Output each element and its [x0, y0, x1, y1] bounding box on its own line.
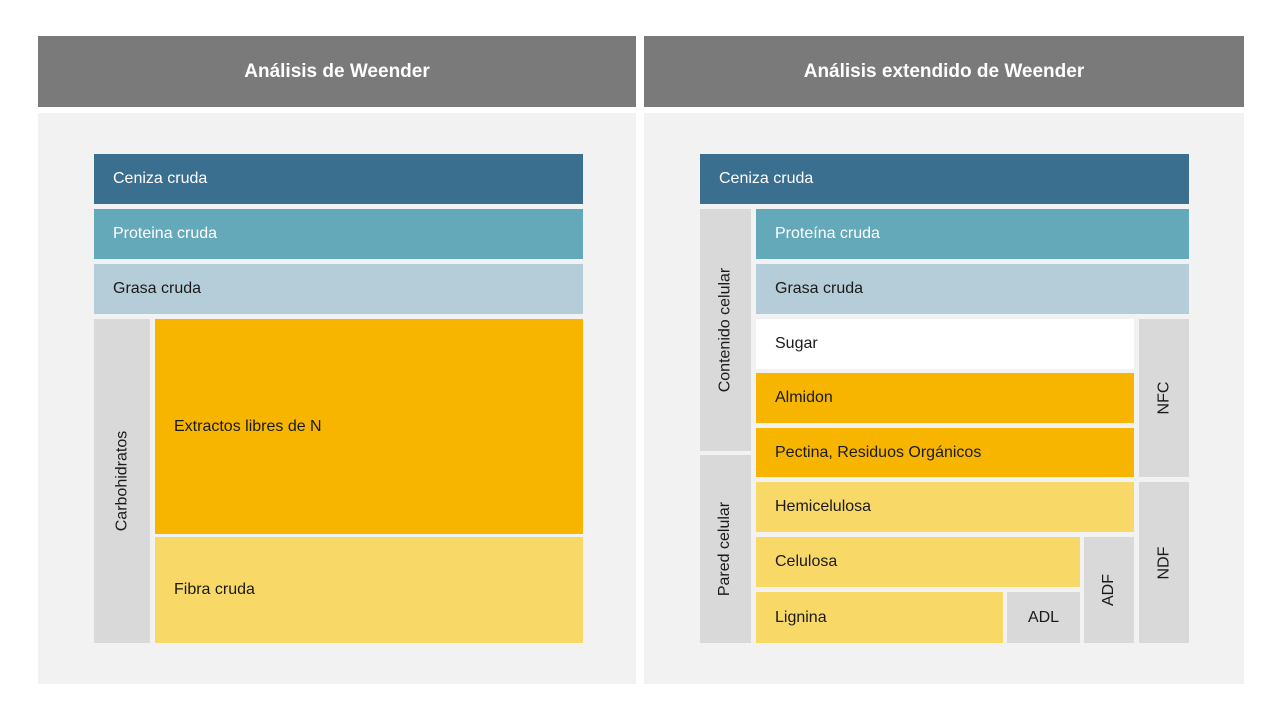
ash-block: Ceniza cruda [94, 154, 583, 204]
weender-panel [38, 36, 636, 684]
ash-block: Ceniza cruda [700, 154, 1189, 204]
carbohydrates-label-text: Carbohidratos [113, 430, 130, 532]
fat-block: Grasa cruda [756, 264, 1189, 314]
fat-block: Grasa cruda [94, 264, 583, 314]
weender-panel-title: Análisis de Weender [38, 36, 636, 107]
protein-block: Proteína cruda [756, 209, 1189, 259]
nfe-block [155, 319, 583, 534]
carbohydrates-group-label [94, 319, 150, 643]
cell-wall-group-label [700, 455, 751, 643]
extended-weender-panel [644, 36, 1244, 684]
cell-content-label-text: Contenido celular [716, 267, 734, 393]
hemicellulose-block: Hemicelulosa [756, 482, 1134, 532]
ndf-group-label [1139, 482, 1189, 643]
weender-diagram [38, 113, 636, 684]
cellulose-block: Celulosa [756, 537, 1080, 587]
ndf-label-text: NDF [1154, 546, 1172, 579]
pectin-block: Pectina, Residuos Orgánicos [756, 428, 1134, 477]
extended-weender-panel-title: Análisis extendido de Weender [644, 36, 1244, 107]
cell-content-group-label [700, 209, 751, 451]
cell-wall-label-text: Pared celular [716, 501, 734, 597]
nfc-group-label [1139, 319, 1189, 477]
adf-group-label [1084, 537, 1134, 643]
crude-fiber-block: Fibra cruda [155, 537, 583, 643]
protein-block: Proteina cruda [94, 209, 583, 259]
lignin-block: Lignina [756, 592, 1003, 643]
adf-label-text: ADF [1100, 574, 1117, 606]
adl-block: ADL [1007, 592, 1080, 643]
starch-block: Almidon [756, 373, 1134, 423]
nfe-label: Extractos libres de N [174, 417, 322, 435]
sugar-block: Sugar [756, 319, 1134, 369]
extended-weender-diagram [644, 113, 1244, 684]
nfc-label-text: NFC [1154, 381, 1172, 415]
